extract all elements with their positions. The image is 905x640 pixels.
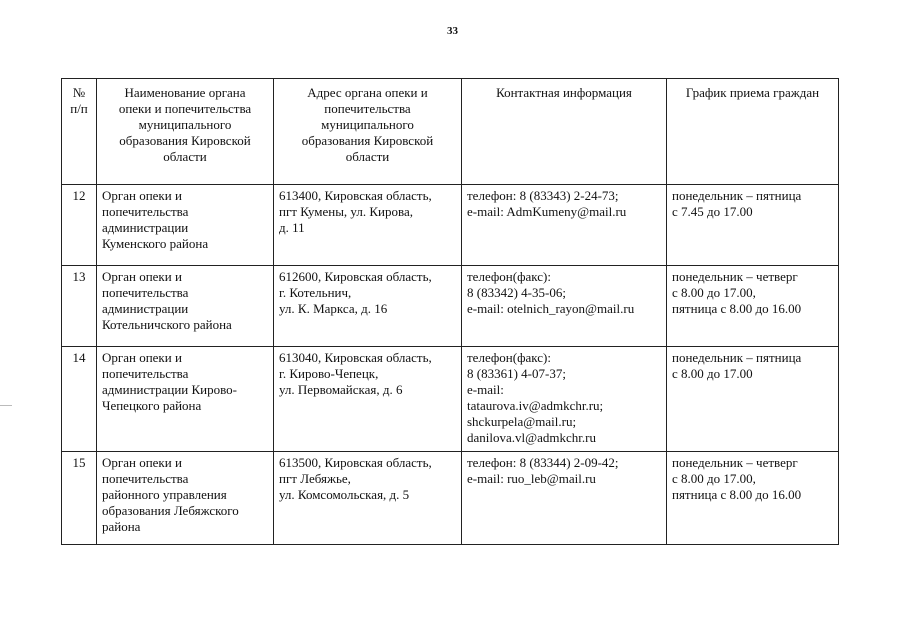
cell-line: 613040, Кировская область, [279, 350, 432, 365]
cell-line: района [102, 519, 141, 534]
cell-line: с 8.00 до 17.00 [672, 366, 753, 381]
address-cell [274, 266, 462, 347]
table-row [62, 185, 839, 266]
cell-line: понедельник – пятница [672, 188, 802, 203]
cell-line: понедельник – четверг [672, 269, 798, 284]
cell-line: г. Котельнич, [279, 285, 352, 300]
contact-cell [462, 185, 667, 266]
authority-name-cell [97, 452, 274, 545]
table-header-row [62, 79, 839, 185]
cell-line: Орган опеки и [102, 455, 182, 470]
header-line: области [345, 149, 390, 164]
contact-cell [462, 266, 667, 347]
header-line: попечительства [324, 101, 411, 116]
table-row [62, 347, 839, 452]
cell-line: попечительства [102, 366, 189, 381]
authority-name-cell [97, 266, 274, 347]
cell-line: пгт Лебяжье, [279, 471, 351, 486]
header-line: п/п [70, 101, 88, 116]
cell-line: телефон(факс): [467, 269, 551, 284]
header-line: Наименование органа [124, 85, 246, 100]
guardianship-authorities-table [61, 78, 839, 545]
email-link[interactable]: tataurova.iv@admkchr.ru; [467, 398, 604, 413]
cell-line: Куменского района [102, 236, 209, 251]
cell-line: 8 (83361) 4-07-37; [467, 366, 566, 381]
header-line: Контактная информация [496, 85, 632, 100]
contact-cell [462, 347, 667, 452]
address-cell [274, 185, 462, 266]
header-line: образования Кировской [119, 133, 251, 148]
cell-line: ул. Комсомольская, д. 5 [279, 487, 410, 502]
cell-line: e-mail: AdmKumeny@mail.ru [467, 204, 627, 219]
cell-line: 613500, Кировская область, [279, 455, 432, 470]
address-cell [274, 347, 462, 452]
cell-line: образования Лебяжского [102, 503, 239, 518]
header-line: области [163, 149, 207, 164]
cell-line: пятница с 8.00 до 16.00 [672, 301, 802, 316]
header-line: № [72, 85, 86, 100]
address-cell [274, 452, 462, 545]
table-row [62, 266, 839, 347]
header-num [62, 79, 97, 185]
email-link[interactable]: shckurpela@mail.ru; [467, 414, 577, 429]
row-number: 14 [62, 347, 97, 452]
cell-line: пгт Кумены, ул. Кирова, [279, 204, 413, 219]
schedule-cell [667, 185, 839, 266]
schedule-cell [667, 266, 839, 347]
cell-line: районного управления [102, 487, 227, 502]
header-schedule [667, 79, 839, 185]
header-contact [462, 79, 667, 185]
cell-line: 612600, Кировская область, [279, 269, 432, 284]
cell-line: e-mail: otelnich_rayon@mail.ru [467, 301, 635, 316]
header-address [274, 79, 462, 185]
cell-line: ул. К. Маркса, д. 16 [279, 301, 388, 316]
scan-margin-mark [0, 405, 12, 406]
header-line: График приема граждан [685, 85, 820, 100]
authority-name-cell [97, 347, 274, 452]
cell-line: с 8.00 до 17.00, [672, 285, 756, 300]
page-number: 33 [447, 25, 458, 37]
cell-line: e-mail: [467, 382, 504, 397]
row-number: 13 [62, 266, 97, 347]
cell-line: с 8.00 до 17.00, [672, 471, 756, 486]
cell-line: телефон: 8 (83343) 2-24-73; [467, 188, 619, 203]
cell-line: Котельничского района [102, 317, 232, 332]
cell-line: e-mail: ruo_leb@mail.ru [467, 471, 596, 486]
row-number: 12 [62, 185, 97, 266]
cell-line: попечительства [102, 285, 189, 300]
cell-line: попечительства [102, 204, 189, 219]
cell-line: телефон: 8 (83344) 2-09-42; [467, 455, 619, 470]
table-row [62, 452, 839, 545]
cell-line: 613400, Кировская область, [279, 188, 432, 203]
header-line: муниципального [321, 117, 414, 132]
header-line: Адрес органа опеки и [307, 85, 428, 100]
cell-line: попечительства [102, 471, 189, 486]
schedule-cell [667, 347, 839, 452]
cell-line: администрации [102, 301, 189, 316]
cell-line: 8 (83342) 4-35-06; [467, 285, 566, 300]
cell-line: Чепецкого района [102, 398, 202, 413]
header-line: муниципального [138, 117, 232, 132]
cell-line: понедельник – пятница [672, 350, 802, 365]
cell-line: д. 11 [279, 220, 305, 235]
cell-line: Орган опеки и [102, 188, 182, 203]
schedule-cell [667, 452, 839, 545]
cell-line: Орган опеки и [102, 269, 182, 284]
cell-line: Орган опеки и [102, 350, 182, 365]
authority-name-cell [97, 185, 274, 266]
header-name [97, 79, 274, 185]
cell-line: пятница с 8.00 до 16.00 [672, 487, 802, 502]
cell-line: телефон(факс): [467, 350, 551, 365]
header-line: опеки и попечительства [118, 101, 252, 116]
cell-line: понедельник – четверг [672, 455, 798, 470]
cell-line: администрации Кирово- [102, 382, 237, 397]
email-link[interactable]: danilova.vl@admkchr.ru [467, 430, 596, 445]
contact-cell [462, 452, 667, 545]
header-line: образования Кировской [301, 133, 434, 148]
cell-line: администрации [102, 220, 189, 235]
cell-line: г. Кирово-Чепецк, [279, 366, 379, 381]
cell-line: ул. Первомайская, д. 6 [279, 382, 403, 397]
row-number: 15 [62, 452, 97, 545]
cell-line: с 7.45 до 17.00 [672, 204, 753, 219]
